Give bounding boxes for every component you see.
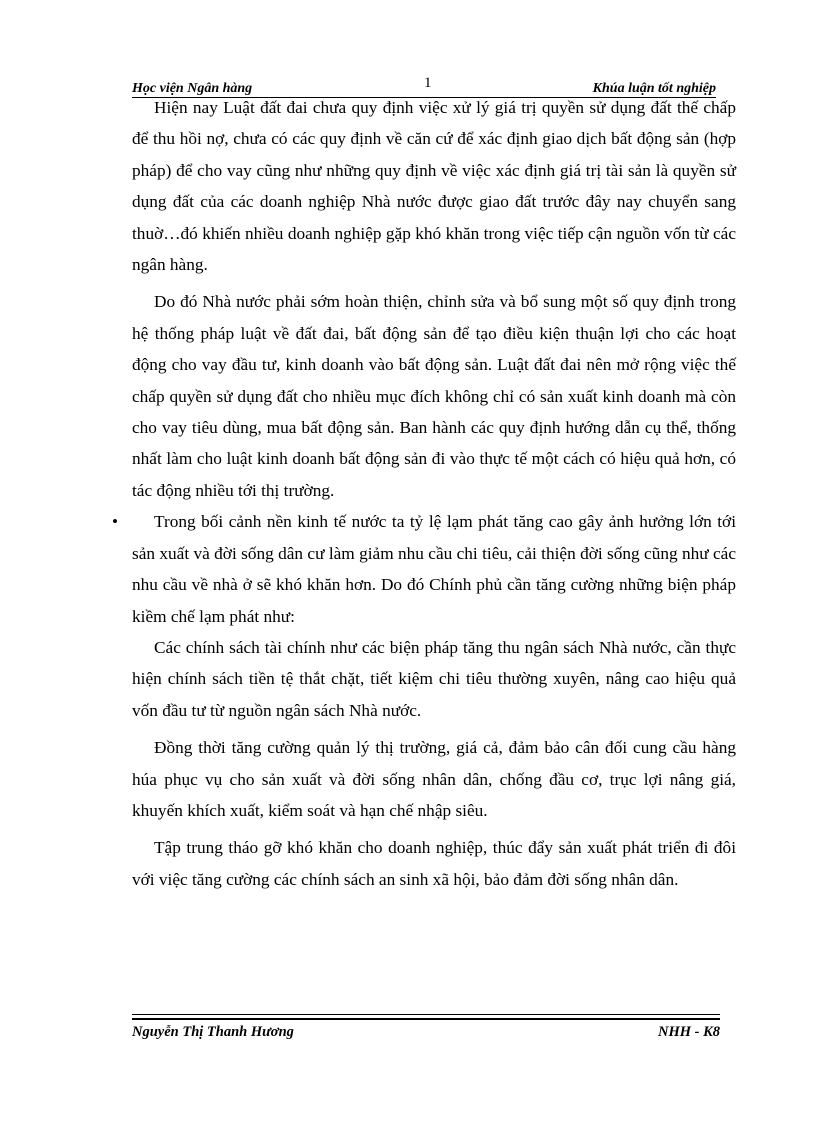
paragraph-1: Hiện nay Luật đất đai chưa quy định việc xử lý giá trị quyền sử dụng đất thế chấp để thu hồi nợ, chưa có các quy định về căn cứ để xác định giao dịch bất động sản (hợp pháp) để cho vay cũng như những quy định về việc xác định giá trị tài sản là quyền sử dụng đất của các doanh nghiệp Nhà nước được giao đất trước đây nay chuyển sang thuờ…đó khiến nhiều doanh nghiệp gặp khó khăn trong việc tiếp cận nguồn vốn từ các ngân hàng. bbox=[132, 98, 736, 275]
footer-divider-thick bbox=[132, 1018, 720, 1020]
footer-class: NHH - K8 bbox=[657, 1024, 720, 1040]
document-body bbox=[112, 92, 736, 895]
page-number: 1 bbox=[424, 75, 432, 91]
bullet-icon: • bbox=[112, 512, 118, 532]
paragraph-5: Đồng thời tăng cường quản lý thị trường, giá cả, đảm bảo cân đối cung cầu hàng húa phục vụ cho sản xuất và đời sống nhân dân, chống đầu cơ, trục lợi nâng giá, khuyến khích xuất, kiểm soát và hạn chế nhập siêu. bbox=[132, 738, 736, 820]
page-footer bbox=[132, 1022, 720, 1042]
paragraph-4: Các chính sách tài chính như các biện pháp tăng thu ngân sách Nhà nước, cần thực hiện chính sách tiền tệ thắt chặt, tiết kiệm chi tiêu thường xuyên, nâng cao hiệu quả vốn đầu tư từ nguồn ngân sách Nhà nước. bbox=[132, 637, 736, 720]
header-institution: Học viện Ngân hàng bbox=[132, 81, 253, 96]
bullet-item bbox=[112, 506, 736, 632]
footer-divider-thin bbox=[132, 1014, 720, 1015]
paragraph-3: Trong bối cảnh nền kinh tế nước ta tỷ lệ lạm phát tăng cao gây ảnh hưởng lớn tới sản xuất và đời sống dân cư làm giảm nhu cầu chi tiêu, cải thiện đời sống cũng như các nhu cầu về nhà ở sẽ khó khăn hơn. Do đó Chính phủ cần tăng cường những biện pháp kiềm chế lạm phát như: bbox=[132, 512, 736, 626]
header-document-type: Khúa luận tốt nghiệp bbox=[592, 81, 716, 96]
footer-author: Nguyễn Thị Thanh Hương bbox=[132, 1024, 294, 1040]
paragraph-6: Tập trung tháo gỡ khó khăn cho doanh nghiệp, thúc đẩy sản xuất phát triển đi đôi với việc tăng cường các chính sách an sinh xã hội, bảo đảm đời sống nhân dân. bbox=[132, 838, 736, 889]
paragraph-2: Do đó Nhà nước phải sớm hoàn thiện, chỉnh sửa và bổ sung một số quy định trong hệ thống pháp luật về đất đai, bất động sản để tạo điều kiện thuận lợi cho các hoạt động cho vay đầu tư, kinh doanh vào bất động sản. Luật đất đai nên mở rộng việc thế chấp quyền sử dụng đất cho nhiều mục đích không chỉ có sản xuất kinh doanh mà còn cho vay tiêu dùng, mua bất động sản. Ban hành các quy định hướng dẫn cụ thể, thống nhất làm cho luật kinh doanh bất động sản đi vào thực tế một cách có hiệu quả hơn, có tác động nhiều tới thị trường. bbox=[132, 292, 736, 500]
